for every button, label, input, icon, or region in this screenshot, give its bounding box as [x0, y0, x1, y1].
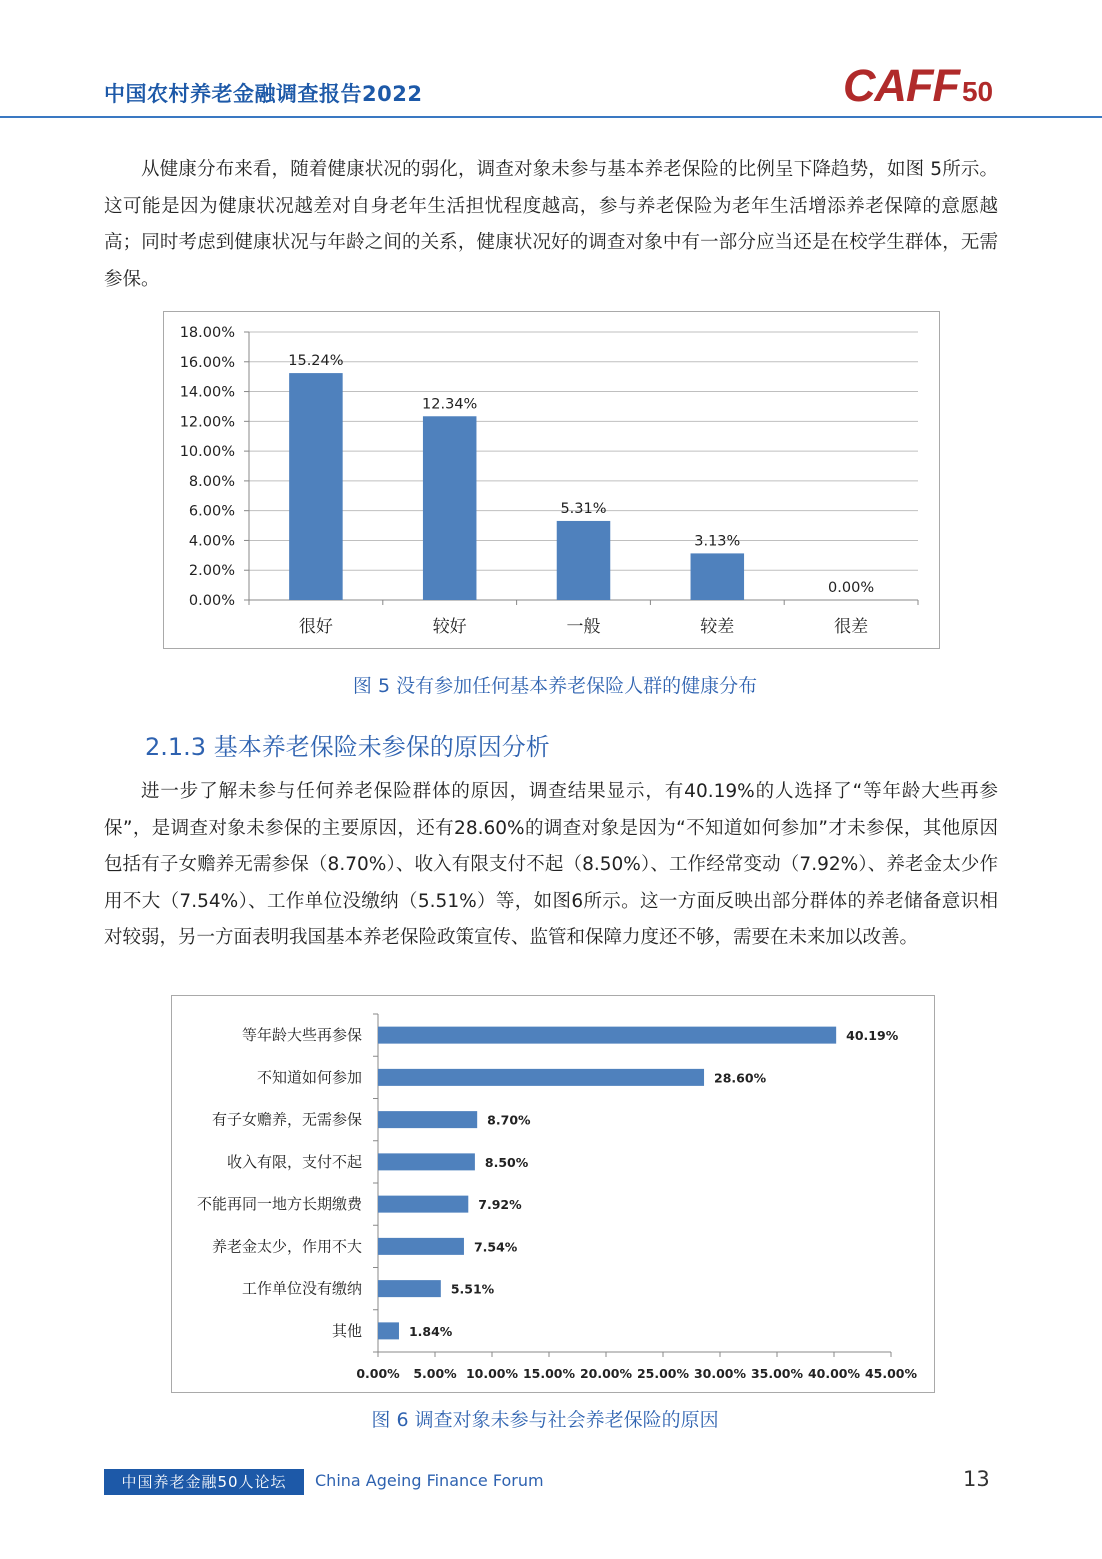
caff50-logo: [843, 60, 993, 112]
bar: [378, 1069, 704, 1086]
bar-value-label: 7.54%: [473, 1239, 518, 1255]
bar: [378, 1153, 475, 1170]
bar: [557, 521, 611, 600]
figure6-chart: [171, 995, 935, 1393]
bar-value-label: 1.84%: [408, 1323, 453, 1339]
paragraph-reasons: 进一步了解未参与任何养老保险群体的原因，调查结果显示，有40.19%的人选择了“等年龄大些再参保”，是调查对象未参保的主要原因，还有28.60%的调查对象是因为“不知道如何参加”才未参保，其他原因包括有子女赡养无需参保（8.70%）、收入有限支付不起（8.50%）、工作经常变动（7.92%）、养老金太少作用不大（7.54%）、工作单位没缴纳（5.51%）等，如图6所示。这一方面反映出部分群体的养老储备意识相对较弱，另一方面表明我国基本养老保险政策宣传、监管和保障力度还不够，需要在未来加以改善。: [104, 781, 998, 948]
x-category-label: 较好: [432, 617, 467, 637]
bar-value-label: 5.31%: [560, 500, 607, 517]
x-tick-label: 25.00%: [636, 1366, 690, 1381]
y-tick-label: 16.00%: [179, 354, 235, 371]
x-tick-label: 15.00%: [522, 1366, 576, 1381]
bar: [378, 1196, 468, 1213]
bar-value-label: 8.50%: [484, 1154, 529, 1170]
figure5-caption: 图 5 没有参加任何基本养老保险人群的健康分布: [352, 675, 758, 697]
x-tick-label: 5.00%: [413, 1366, 457, 1381]
figure6-caption: 图 6 调查对象未参与社会养老保险的原因: [371, 1409, 719, 1431]
y-tick-label: 10.00%: [179, 444, 235, 461]
bar: [289, 373, 343, 600]
y-category-label: 其他: [331, 1321, 362, 1340]
health-distribution-bar-chart: [164, 312, 941, 650]
footer-forum-name: 中国养老金融50人论坛: [104, 1469, 304, 1495]
y-category-label: 不能再同一地方长期缴费: [196, 1195, 362, 1214]
y-tick-label: 4.00%: [188, 533, 235, 550]
y-tick-label: 12.00%: [179, 414, 235, 431]
bar: [691, 553, 745, 600]
x-category-label: 一般: [566, 617, 601, 637]
y-tick-label: 18.00%: [179, 325, 235, 341]
x-category-label: 很差: [834, 617, 869, 637]
bar: [378, 1322, 399, 1339]
bar-value-label: 15.24%: [288, 353, 344, 370]
bar-value-label: 8.70%: [487, 1112, 531, 1128]
x-tick-label: 10.00%: [465, 1366, 519, 1381]
bar-value-label: 12.34%: [422, 396, 478, 413]
paragraph-health-distribution: 从健康分布来看，随着健康状况的弱化，调查对象未参与基本养老保险的比例呈下降趋势，如图 5所示。这可能是因为健康状况越差对自身老年生活担忧程度越高，参与养老保险为老年生活增添养老保障的意愿越高；同时考虑到健康状况与年龄之间的关系，健康状况好的调查对象中有一部分应当还是在校学生群体，无需参保。: [104, 159, 998, 290]
report-title: 中国农村养老金融调查报告2022: [104, 82, 423, 106]
section-heading: 2.1.3 基本养老保险未参保的原因分析: [145, 733, 550, 761]
y-tick-label: 14.00%: [179, 384, 235, 401]
x-tick-label: 40.00%: [807, 1366, 861, 1381]
bar: [378, 1280, 441, 1297]
y-category-label: 有子女赡养，无需参保: [211, 1110, 362, 1129]
bar-value-label: 0.00%: [828, 580, 875, 596]
y-category-label: 等年龄大些再参保: [241, 1026, 362, 1045]
bar-value-label: 3.13%: [694, 533, 741, 550]
y-category-label: 工作单位没有缴纳: [241, 1279, 362, 1298]
footer-forum-english: China Ageing Finance Forum: [315, 1471, 544, 1490]
y-category-label: 不知道如何参加: [256, 1068, 362, 1087]
bar-value-label: 28.60%: [714, 1070, 767, 1086]
x-tick-label: 30.00%: [693, 1366, 747, 1381]
x-tick-label: 0.00%: [356, 1366, 400, 1381]
figure5-chart: [163, 311, 940, 649]
bar: [378, 1238, 464, 1255]
bar-value-label: 5.51%: [450, 1281, 495, 1297]
y-category-label: 收入有限，支付不起: [226, 1152, 362, 1171]
x-tick-label: 45.00%: [864, 1366, 918, 1381]
logo-number: 50: [961, 76, 994, 107]
y-category-label: 养老金太少，作用不大: [211, 1237, 362, 1256]
bar: [423, 416, 477, 600]
page-number: 13: [963, 1467, 990, 1491]
y-tick-label: 0.00%: [188, 593, 235, 609]
bar: [378, 1111, 477, 1128]
x-category-label: 很好: [298, 617, 333, 637]
x-tick-label: 35.00%: [750, 1366, 804, 1381]
y-tick-label: 2.00%: [188, 563, 235, 580]
reasons-bar-chart: [172, 996, 936, 1394]
bar-value-label: 40.19%: [846, 1028, 899, 1044]
bar-value-label: 7.92%: [478, 1197, 522, 1213]
bar: [378, 1027, 836, 1044]
x-tick-label: 20.00%: [579, 1366, 633, 1381]
header-divider: [0, 116, 1102, 118]
logo-text: CAFF: [843, 60, 959, 111]
y-tick-label: 8.00%: [188, 473, 235, 490]
y-tick-label: 6.00%: [188, 503, 235, 520]
x-category-label: 较差: [700, 617, 735, 637]
